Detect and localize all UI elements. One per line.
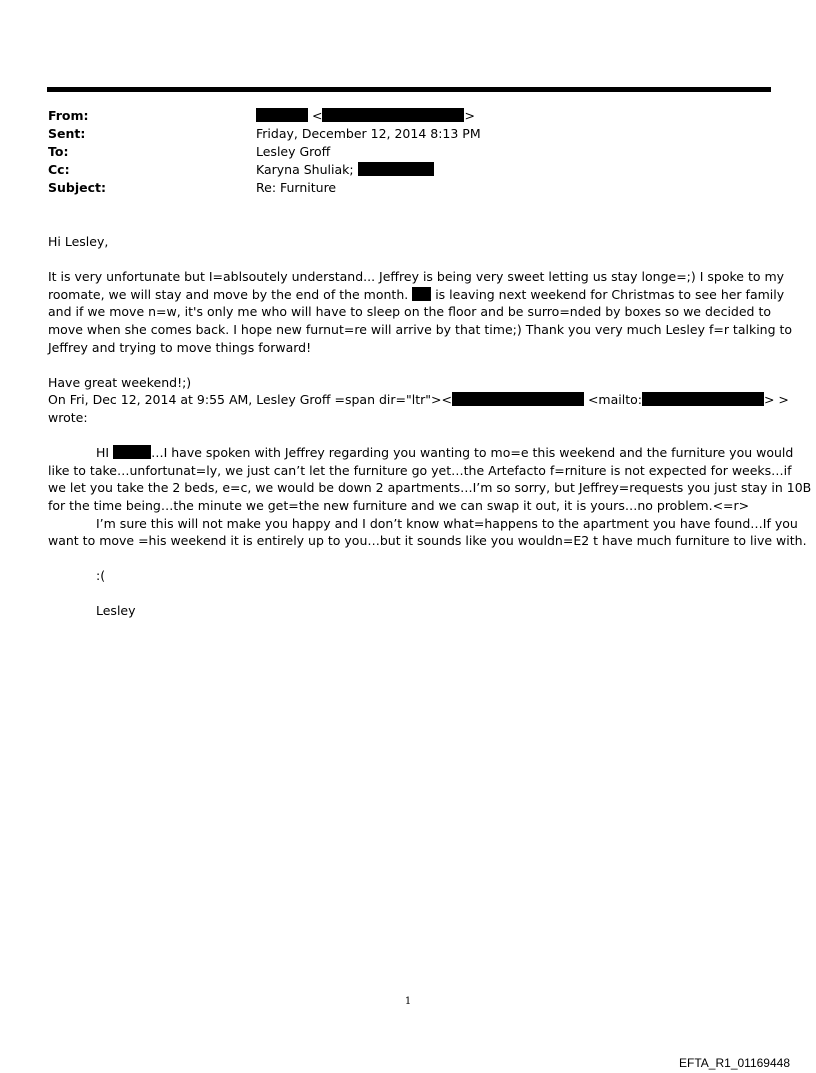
redaction-box [358, 162, 434, 176]
redaction-box [256, 108, 308, 122]
header-rule [47, 87, 771, 92]
body-line: It is very unfortunate but I=ablsoutely understand... Jeffrey is being very sweet letting us stay longe=;) I spoke to my [48, 269, 785, 285]
redaction-box [412, 287, 431, 301]
redaction-box [113, 445, 151, 459]
subject-label: Subject: [48, 180, 106, 195]
from-value: < > [256, 107, 475, 125]
sent-value: Friday, December 12, 2014 8:13 PM [256, 126, 481, 141]
to-label: To: [48, 144, 69, 159]
page-number: 1 [404, 996, 412, 1007]
quoted-line: for the time being…the minute we get=the new furniture and we can swap it out, it is yours…no problem.<=r> [48, 497, 750, 513]
body-line: Jeffrey and trying to move things forward! [48, 339, 312, 355]
signature: Lesley [96, 603, 136, 619]
quote-header-wrote: wrote: [48, 409, 88, 425]
redaction-box [642, 392, 764, 406]
greeting: Hi Lesley, [48, 234, 109, 249]
quoted-line: HI …I have spoken with Jeffrey regarding you wanting to mo=e this weekend and the furniture you would [96, 445, 794, 461]
redaction-box [322, 108, 464, 122]
document-id: EFTA_R1_01169448 [679, 1056, 790, 1070]
body-line: move when she comes back. I hope new furnut=re will arrive by that time;) Thank you very much Lesley f=r talking to [48, 321, 793, 337]
cc-label: Cc: [48, 162, 70, 177]
body-line: roomate, we will stay and move by the end of the month. is leaving next weekend for Christmas to see her family [48, 286, 785, 302]
quoted-line: I’m sure this will not make you happy and I don’t know what=happens to the apartment you have found…If you [96, 515, 798, 531]
quote-header: On Fri, Dec 12, 2014 at 9:55 AM, Lesley Groff =span dir="ltr">< <mailto: > > [48, 392, 789, 408]
email-body [48, 233, 812, 620]
quoted-line: want to move =his weekend it is entirely up to you…but it sounds like you wouldn=E2 t have much furniture to live with. [48, 533, 807, 549]
sent-label: Sent: [48, 126, 86, 141]
from-label: From: [48, 108, 89, 123]
redaction-box [452, 392, 584, 406]
quoted-line: like to take…unfortunat=ly, we just can’t let the furniture go yet…the Artefacto f=rniture is not expected for weeks…if [48, 462, 792, 478]
quoted-line: we let you take the 2 beds, e=c, we would be down 2 apartments…I’m so sorry, but Jeffrey=requests you just stay in 10B [48, 480, 812, 496]
signoff: Have great weekend!;) [48, 374, 192, 390]
frown-text: :( [96, 568, 106, 584]
cc-value: Karyna Shuliak; [256, 161, 434, 179]
to-value: Lesley Groff [256, 144, 331, 159]
body-line: and if we move n=w, it's only me who will have to sleep on the floor and be surro=nded by boxes so we decided to [48, 304, 772, 320]
subject-value: Re: Furniture [256, 180, 337, 195]
